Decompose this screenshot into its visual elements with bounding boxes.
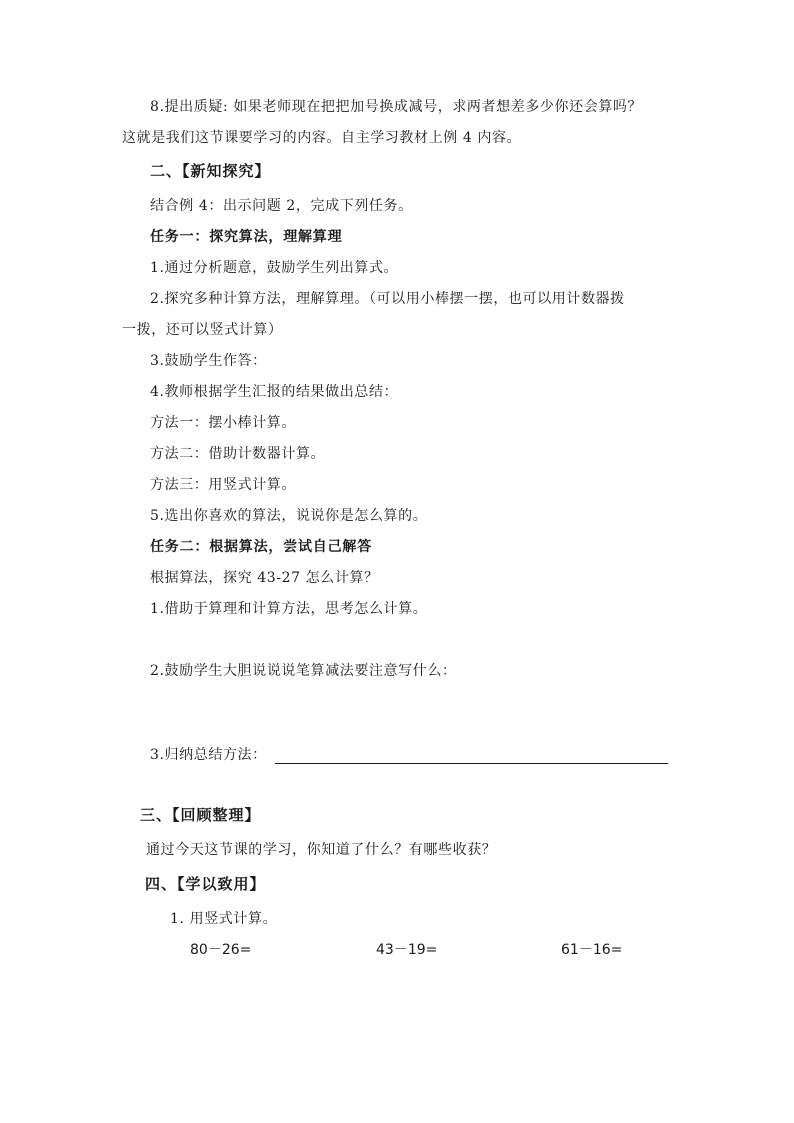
task-two-intro: 根据算法，探究 43-27 怎么计算？ — [150, 570, 379, 586]
combine-example-line: 结合例 4：出示问题 2，完成下列任务。 — [150, 198, 413, 214]
method-three: 方法三：用竖式计算。 — [150, 477, 296, 493]
task-one-item-5: 5.选出你喜欢的算法，说说你是怎么算的。 — [150, 508, 428, 524]
task-one-title: 任务一：探究算法，理解算理 — [150, 229, 343, 245]
method-one: 方法一：摆小棒计算。 — [150, 415, 296, 431]
task-two-title: 任务二：根据算法，尝试自己解答 — [150, 539, 372, 555]
review-question: 通过今天这节课的学习，你知道了什么？有哪些收获？ — [146, 842, 497, 858]
task-two-item-1: 1.借助于算理和计算方法，思考怎么计算。 — [150, 601, 428, 617]
intro-line-2: 这就是我们这节课要学习的内容。自主学习教材上例 4 内容。 — [122, 130, 522, 146]
task-one-item-4: 4.教师根据学生汇报的结果做出总结： — [150, 384, 399, 400]
task-one-item-2-cont: 一拨，还可以竖式计算） — [122, 322, 283, 338]
section-heading-new-knowledge: 二、【新知探究】 — [150, 162, 271, 180]
intro-line-1: 8.提出质疑: 如果老师现在把把加号换成减号，求两者想差多少你还会算吗？ — [150, 99, 643, 115]
apply-instruction: 1. 用竖式计算。 — [170, 911, 278, 927]
task-two-item-3: 3.归纳总结方法： — [150, 747, 267, 763]
task-one-item-2: 2.探究多种计算方法，理解算理。（可以用小棒摆一摆，也可以用计数器拨 — [150, 291, 625, 307]
task-one-item-3: 3.鼓励学生作答： — [150, 353, 267, 369]
task-two-item-2: 2.鼓励学生大胆说说说笔算减法要注意写什么： — [150, 663, 457, 679]
task-one-item-1: 1.通过分析题意，鼓励学生列出算式。 — [150, 260, 399, 276]
exercise-2: 43－19= — [376, 942, 438, 958]
section-heading-apply: 四、【学以致用】 — [145, 875, 266, 893]
section-heading-review: 三、【回顾整理】 — [140, 806, 261, 824]
exercise-3: 61－16= — [561, 942, 623, 958]
exercise-1: 80－26= — [190, 942, 252, 958]
method-two: 方法二：借助计数器计算。 — [150, 446, 326, 462]
summary-answer-blank[interactable] — [275, 763, 668, 764]
